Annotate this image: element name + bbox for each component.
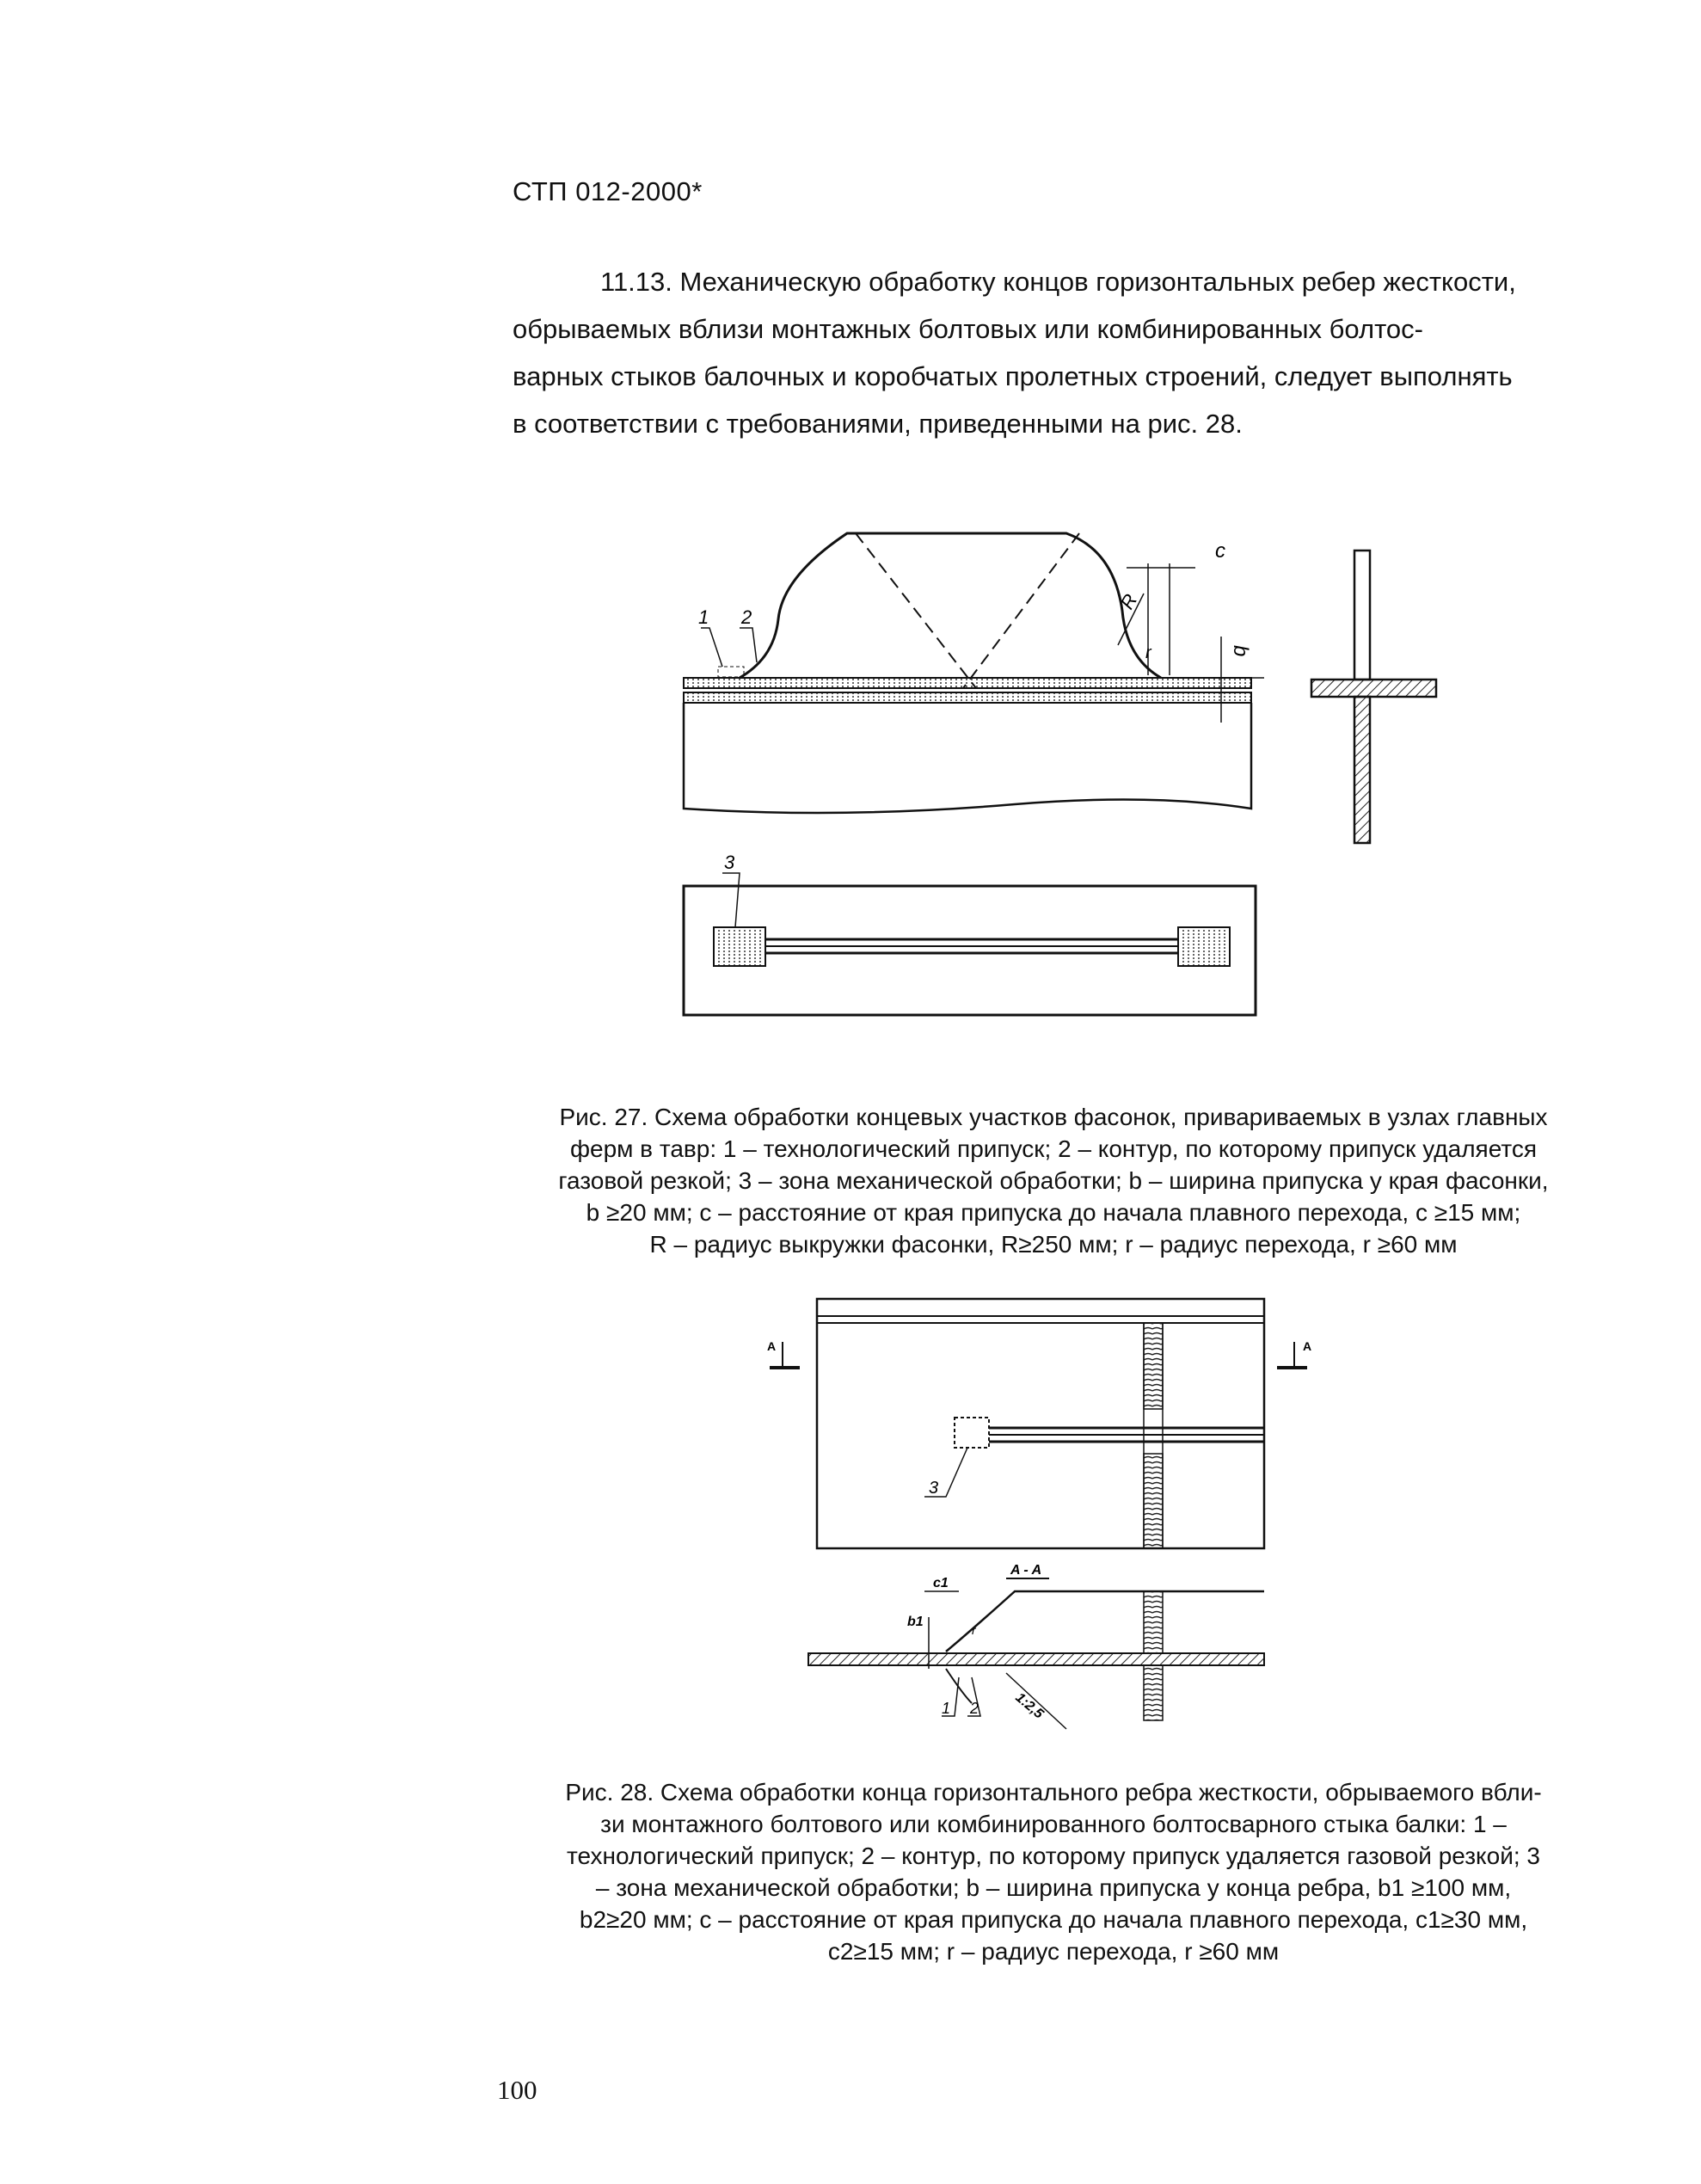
label-c: c — [1215, 539, 1225, 563]
paragraph-line: 11.13. Механическую обработку концов горизонтальных ребер жесткости, — [600, 267, 1516, 297]
caption-line: – зона механической обработки; b – ширина припуска у конца ребра, b1 ≥100 мм, — [595, 1874, 1512, 1901]
caption-line: b ≥20 мм; c – расстояние от края припуска до начала плавного перехода, c ≥15 мм; — [586, 1199, 1521, 1226]
caption-line: газовой резкой; 3 – зона механической обработки; b – ширина припуска у края фасонки, — [558, 1167, 1549, 1194]
document-id: СТП 012-2000* — [513, 176, 703, 206]
centerline — [856, 533, 976, 688]
figure-27-drawing — [671, 516, 1445, 1067]
t-section — [1311, 551, 1436, 843]
paragraph-line: варных стыков балочных и коробчатых пролетных строений, следует выполнять — [513, 361, 1513, 391]
clause-paragraph — [513, 258, 1632, 447]
label-2: 2 — [970, 1700, 979, 1717]
label-1: 1 — [942, 1700, 951, 1717]
label-r: r — [972, 1623, 976, 1637]
caption-line: c2≥15 мм; r – радиус перехода, r ≥60 мм — [827, 1938, 1280, 1965]
label-1: 1 — [698, 606, 709, 628]
section-a-a — [808, 1563, 1264, 1729]
caption-line: b2≥20 мм; c – расстояние от края припуска до начала плавного перехода, c1≥30 мм, — [579, 1906, 1528, 1933]
caption-line: зи монтажного болтового или комбинированного болтосварного стыка балки: 1 – — [600, 1811, 1507, 1837]
caption-line: технологический припуск; 2 – контур, по которому припуск удаляется газовой резкой; 3 — [567, 1843, 1540, 1869]
figure-28-drawing — [765, 1290, 1367, 1746]
plate-elevation — [684, 678, 1251, 813]
beam-elevation — [817, 1299, 1264, 1548]
label-2: 2 — [741, 606, 752, 628]
section-mark-left — [767, 1339, 800, 1368]
paragraph-line: в соответствии с требованиями, приведенными на рис. 28. — [513, 409, 1243, 439]
figure-27-caption — [482, 1101, 1625, 1260]
caption-line: ферм в тавр: 1 – технологический припуск; 2 – контур, по которому припуск удаляется — [569, 1135, 1538, 1162]
plan-view — [684, 852, 1256, 1015]
allowance-mark — [718, 667, 744, 677]
caption-line: R – радиус выкружки фасонки, R≥250 мм; r – радиус перехода, r ≥60 мм — [649, 1231, 1458, 1258]
label-3: 3 — [929, 1479, 939, 1498]
label-b: b — [1229, 645, 1252, 657]
section-title: A - A — [1010, 1563, 1042, 1578]
caption-line: Рис. 27. Схема обработки концевых участков фасонок, привариваемых в узлах главных — [559, 1104, 1548, 1130]
paragraph-line: обрываемых вблизи монтажных болтовых или комбинированных болтос- — [513, 314, 1423, 344]
label-r: r — [1145, 643, 1151, 662]
caption-line: Рис. 28. Схема обработки конца горизонтального ребра жесткости, обрываемого вбли- — [565, 1779, 1542, 1806]
centerline — [963, 533, 1079, 688]
label-3: 3 — [724, 852, 735, 873]
figure-28-caption — [482, 1776, 1625, 1967]
page-number: 100 — [497, 2075, 537, 2105]
label-b1: b1 — [907, 1615, 924, 1629]
section-mark-right — [1277, 1339, 1311, 1368]
svg-text:A: A — [767, 1339, 777, 1353]
label-slope: 1:2,5 — [1012, 1690, 1047, 1722]
label-c1: c1 — [933, 1576, 949, 1590]
label-R: R — [1115, 590, 1142, 613]
svg-text:A: A — [1303, 1339, 1312, 1353]
